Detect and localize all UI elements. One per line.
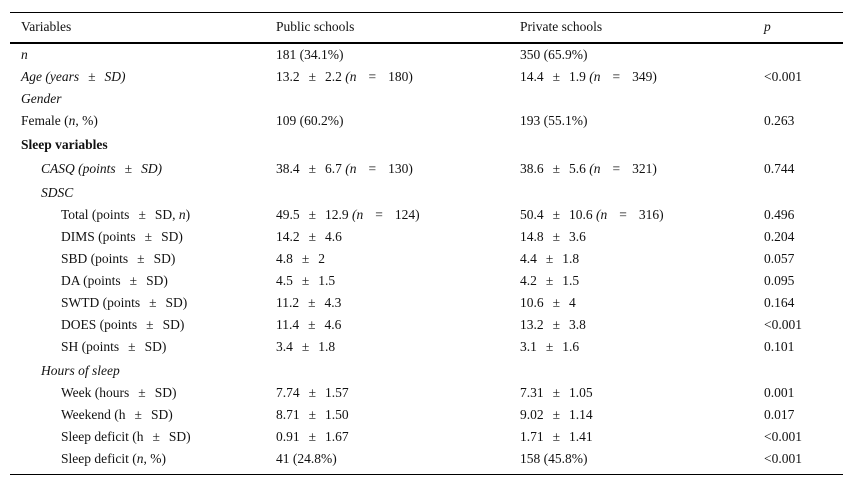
row-label: Female (n, %) [21,113,98,128]
public-value: 4.5 ± 1.5 [276,273,336,288]
p-value: 0.101 [764,339,795,354]
public-value: 14.2 ± 4.6 [276,229,342,244]
private-value: 3.1 ± 1.6 [520,339,580,354]
row-label: Total (points ± SD, n) [61,207,191,222]
table-row-da [0,270,854,292]
row-label: SH (points ± SD) [61,339,167,354]
public-value: 41 (24.8%) [276,451,337,466]
row-label: Weekend (h ± SD) [61,407,173,422]
private-value: 1.71 ± 1.41 [520,429,593,444]
row-label: SWTD (points ± SD) [61,295,188,310]
public-value: 0.91 ± 1.67 [276,429,349,444]
row-label: CASQ (points ± SD) [41,161,163,176]
table-row-sleep-deficit [0,426,854,448]
public-value: 181 (34.1%) [276,47,344,62]
private-value: 7.31 ± 1.05 [520,385,593,400]
private-value: 38.6 ± 5.6 (n = 321) [520,161,657,176]
p-value: <0.001 [764,429,802,444]
p-value: <0.001 [764,317,802,332]
private-value: 9.02 ± 1.14 [520,407,593,422]
public-value: 4.8 ± 2 [276,251,326,266]
table-row-swtd [0,292,854,314]
row-label: DIMS (points ± SD) [61,229,183,244]
header-p: p [764,19,771,34]
private-value: 13.2 ± 3.8 [520,317,586,332]
table-row-age [0,66,854,88]
header-variables: Variables [21,19,72,34]
table-row-sdsc [0,182,854,204]
p-value: 0.001 [764,385,795,400]
row-label: Sleep deficit (h ± SD) [61,429,191,444]
public-value: 3.4 ± 1.8 [276,339,336,354]
private-value: 50.4 ± 10.6 (n = 316) [520,207,664,222]
table-row-weekend [0,404,854,426]
row-label: SBD (points ± SD) [61,251,176,266]
private-value: 350 (65.9%) [520,47,588,62]
table-row-sleep-variables [0,134,854,156]
table-row-female [0,110,854,132]
row-label: DOES (points ± SD) [61,317,185,332]
table-row-sbd [0,248,854,270]
table-row-hours-of-sleep [0,360,854,382]
bottom-rule [10,474,843,475]
header-private: Private schools [520,19,603,34]
p-value: 0.263 [764,113,795,128]
p-value: 0.095 [764,273,795,288]
row-label: SDSC [41,185,74,200]
p-value: 0.744 [764,161,795,176]
row-label: Gender [21,91,62,106]
public-value: 8.71 ± 1.50 [276,407,349,422]
private-value: 10.6 ± 4 [520,295,576,310]
section-heading: Sleep variables [21,137,108,152]
row-label: Week (hours ± SD) [61,385,177,400]
table-row-n [0,44,854,66]
public-value: 38.4 ± 6.7 (n = 130) [276,161,413,176]
row-label: Hours of sleep [41,363,120,378]
public-value: 7.74 ± 1.57 [276,385,349,400]
table-row-dims [0,226,854,248]
private-value: 14.4 ± 1.9 (n = 349) [520,69,657,84]
public-value: 11.4 ± 4.6 [276,317,342,332]
public-value: 13.2 ± 2.2 (n = 180) [276,69,413,84]
row-label: DA (points ± SD) [61,273,168,288]
table-row-gender [0,88,854,110]
table-row-sleep-deficit-n [0,448,854,470]
public-value: 11.2 ± 4.3 [276,295,342,310]
header-public: Public schools [276,19,355,34]
private-value: 14.8 ± 3.6 [520,229,586,244]
p-value: 0.204 [764,229,795,244]
private-value: 4.4 ± 1.8 [520,251,580,266]
p-value: 0.164 [764,295,795,310]
p-value: <0.001 [764,69,802,84]
private-value: 193 (55.1%) [520,113,588,128]
table-row-week [0,382,854,404]
table-row-does [0,314,854,336]
p-value: 0.017 [764,407,795,422]
p-value: 0.496 [764,207,795,222]
table-row-casq [0,158,854,180]
private-value: 158 (45.8%) [520,451,588,466]
p-value: 0.057 [764,251,795,266]
row-label: n [21,47,28,62]
table-row-sh [0,336,854,358]
header-row [0,16,854,38]
public-value: 109 (60.2%) [276,113,344,128]
row-label: Age (years ± SD) [21,69,126,84]
table-row-total [0,204,854,226]
p-value: <0.001 [764,451,802,466]
row-label: Sleep deficit (n, %) [61,451,166,466]
public-value: 49.5 ± 12.9 (n = 124) [276,207,420,222]
private-value: 4.2 ± 1.5 [520,273,580,288]
top-rule [10,12,843,13]
